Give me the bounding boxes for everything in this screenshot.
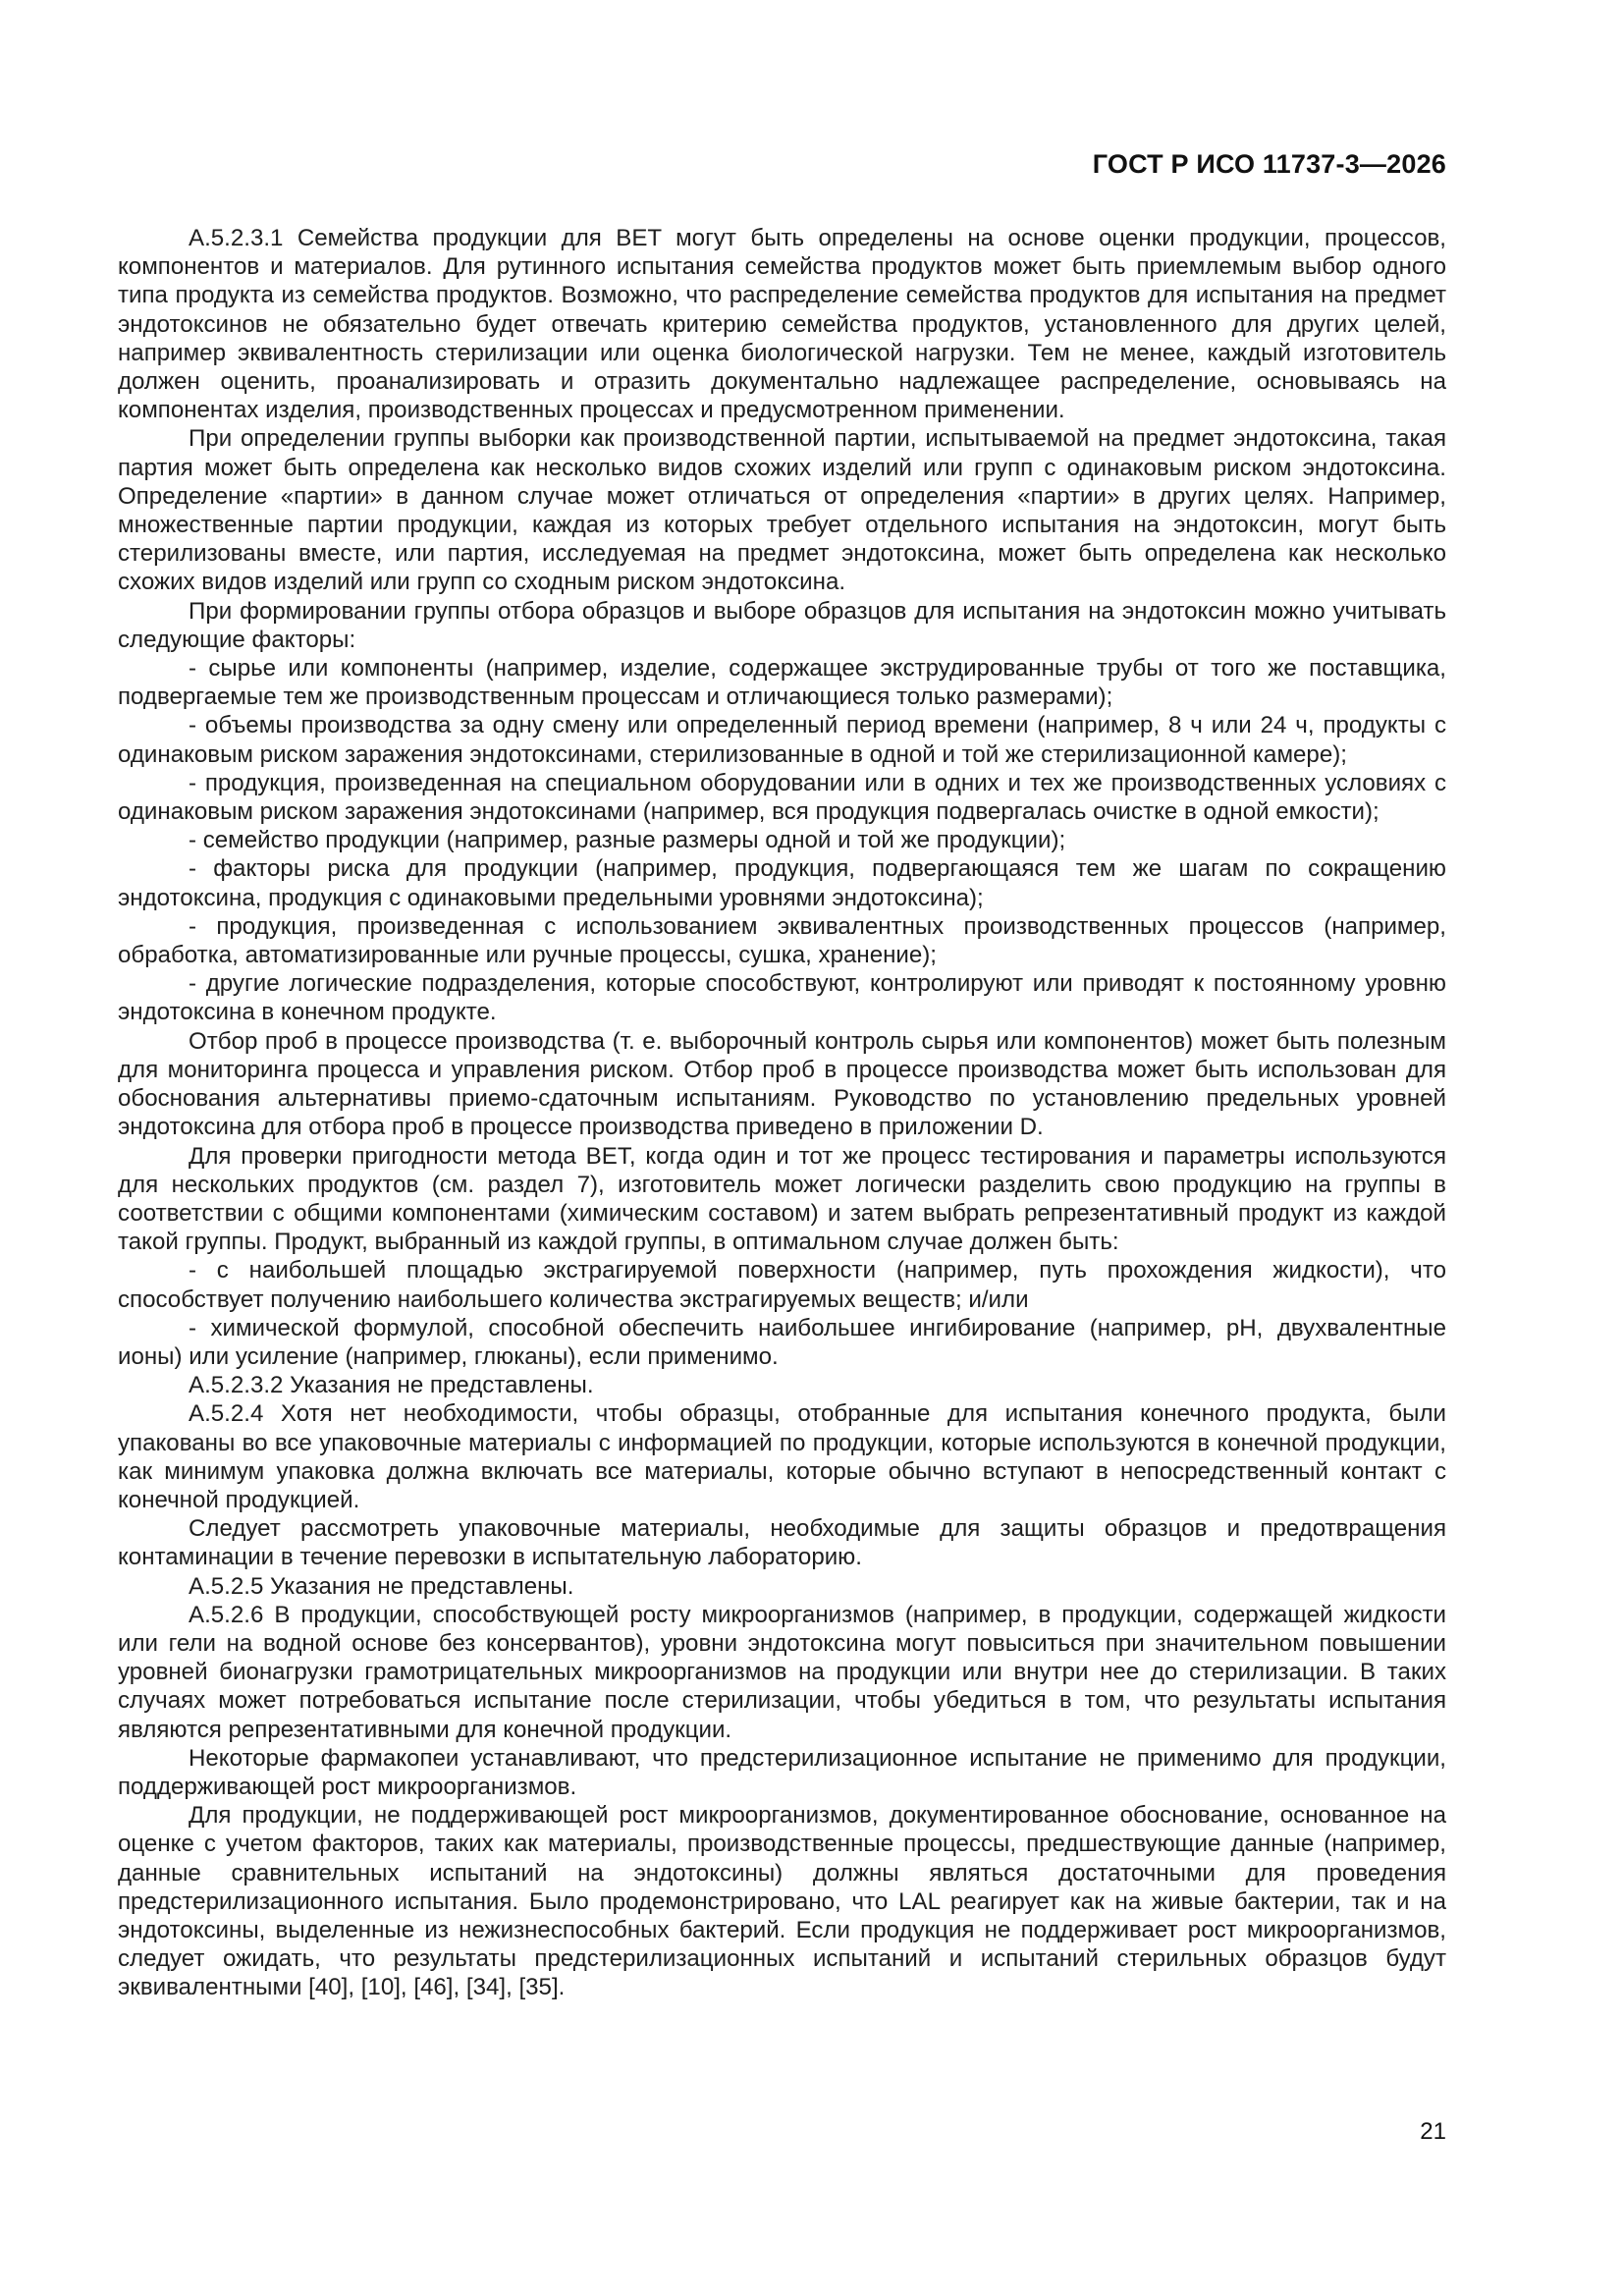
paragraph-a524: А.5.2.4 Хотя нет необходимости, чтобы образцы, отобранные для испытания конечного продукта, были упакованы во все упаковочные материалы с информацией по продукции, которые используются в конечной продукции, как минимум упаковка должна включать все материалы, которые обычно вступают в непосредственный контакт с конечной продукцией. (118, 1400, 1446, 1513)
list-item-other-subdivisions: - другие логические подразделения, которые способствуют, контролируют или приводят к постоянному уровню эндотоксина в конечном продукте. (118, 970, 1446, 1026)
paragraph-grouping-factors-intro: При формировании группы отбора образцов и выборе образцов для испытания на эндотоксин можно учитывать следующие факторы: (118, 597, 1446, 653)
paragraph-bet-method-suitability: Для проверки пригодности метода BET, когда один и тот же процесс тестирования и параметры используются для нескольких продуктов (см. раздел 7), изготовитель может логически разделить свою продукцию на группы в соответствии с общими компонентами (химическим составом) и затем выбрать репрезентативный продукт из каждой такой группы. Продукт, выбранный из каждой группы, в оптимальном случае должен быть: (118, 1142, 1446, 1256)
list-item-raw-materials: - сырье или компоненты (например, изделие, содержащее экструдированные трубы от того же поставщика, подвергаемые тем же производственным процессам и отличающиеся только размерами); (118, 655, 1446, 711)
page-number: 21 (1420, 2118, 1446, 2145)
list-item-equivalent-processes: - продукция, произведенная с использованием эквивалентных производственных процессов (например, обработка, автоматизированные или ручные процессы, сушка, хранение); (118, 912, 1446, 969)
paragraph-a525: А.5.2.5 Указания не представлены. (189, 1572, 574, 1600)
list-item-risk-factors: - факторы риска для продукции (например, продукция, подвергающаяся тем же шагам по сокращению эндотоксина, продукция с одинаковыми предельными уровнями эндотоксина); (118, 855, 1446, 911)
document-body (118, 224, 1446, 2002)
paragraph-a5231: А.5.2.3.1 Семейства продукции для BET могут быть определены на основе оценки продукции, процессов, компонентов и материалов. Для рутинного испытания семейства продуктов может быть приемлемым выбор одного типа продукта из семейства продуктов. Возможно, что распределение семейства продуктов для испытания на предмет эндотоксинов не обязательно будет отвечать критерию семейства продуктов, установленного для других целей, например эквивалентность стерилизации или оценка биологической нагрузки. Тем не менее, каждый изготовитель должен оценить, проанализировать и отразить документально надлежащее распределение, основываясь на компонентах изделия, производственных процессах и предусмотренном применении. (118, 225, 1446, 424)
paragraph-a526: А.5.2.6 В продукции, способствующей росту микроорганизмов (например, в продукции, содержащей жидкости или гели на водной основе без консервантов), уровни эндотоксина могут повыситься при значительном повышении уровней бионагрузки грамотрицательных микроорганизмов на продукции или внутри нее до стерилизации. В таких случаях может потребоваться испытание после стерилизации, чтобы убедиться в том, что результаты испытания являются репрезентативными для конечной продукции. (118, 1601, 1446, 1743)
paragraph-batch-definition: При определении группы выборки как производственной партии, испытываемой на предмет эндотоксина, такая партия может быть определена как несколько видов схожих изделий или групп с одинаковым риском эндотоксина. Определение «партии» в данном случае может отличаться от определения «партии» в других целях. Например, множественные партии продукции, каждая из которых требует отдельного испытания на эндотоксин, могут быть стерилизованы вместе, или партия, исследуемая на предмет эндотоксина, может быть определена как несколько схожих видов изделий или групп со сходным риском эндотоксина. (118, 425, 1446, 596)
paragraph-pharmacopoeias: Некоторые фармакопеи устанавливают, что предстерилизационное испытание не применимо для продукции, поддерживающей рост микроорганизмов. (118, 1744, 1446, 1800)
paragraph-non-growth-products: Для продукции, не поддерживающей рост микроорганизмов, документированное обоснование, основанное на оценке с учетом факторов, таких как материалы, производственные процессы, предшествующие данные (например, данные сравнительных испытаний на эндотоксины) должны являться достаточными для проведения предстерилизационного испытания. Было продемонстрировано, что LAL реагирует как на живые бактерии, так и на эндотоксины, выделенные из нежизнеспособных бактерий. Если продукция не поддерживает рост микроорганизмов, следует ожидать, что результаты предстерилизационных испытаний и испытаний стерильных образцов будут эквивалентными [40], [10], [46], [34], [35]. (118, 1802, 1446, 2001)
paragraph-in-process-sampling: Отбор проб в процессе производства (т. е. выборочный контроль сырья или компонентов) может быть полезным для мониторинга процесса и управления риском. Отбор проб в процессе производства может быть использован для обоснования альтернативы приемо-сдаточным испытаниям. Руководство по установлению предельных уровней эндотоксина для отбора проб в процессе производства приведено в приложении D. (118, 1027, 1446, 1141)
list-item-chemical-formula: - химической формулой, способной обеспечить наибольшее ингибирование (например, pH, двухвалентные ионы) или усиление (например, глюканы), если применимо. (118, 1314, 1446, 1370)
paragraph-a5232: А.5.2.3.2 Указания не представлены. (189, 1372, 594, 1399)
document-standard-id: ГОСТ Р ИСО 11737-3—2026 (1092, 149, 1446, 179)
list-item-production-volumes: - объемы производства за одну смену или определенный период времени (например, 8 ч или 24 ч, продукты с одинаковым риском заражения эндотоксинами, стерилизованные в одной и той же стерилизационной камере); (118, 712, 1446, 768)
paragraph-packaging-materials: Следует рассмотреть упаковочные материалы, необходимые для защиты образцов и предотвращения контаминации в течение перевозки в испытательную лабораторию. (118, 1515, 1446, 1571)
list-item-largest-surface: - с наибольшей площадью экстрагируемой поверхности (например, путь прохождения жидкости), что способствует получению наибольшего количества экстрагируемых веществ; и/или (118, 1257, 1446, 1313)
list-item-product-family: - семейство продукции (например, разные размеры одной и той же продукции); (189, 827, 1066, 854)
list-item-special-equipment: - продукция, произведенная на специальном оборудовании или в одних и тех же производственных условиях с одинаковым риском заражения эндотоксинами (например, вся продукция подвергалась очистке в одной емкости); (118, 769, 1446, 826)
